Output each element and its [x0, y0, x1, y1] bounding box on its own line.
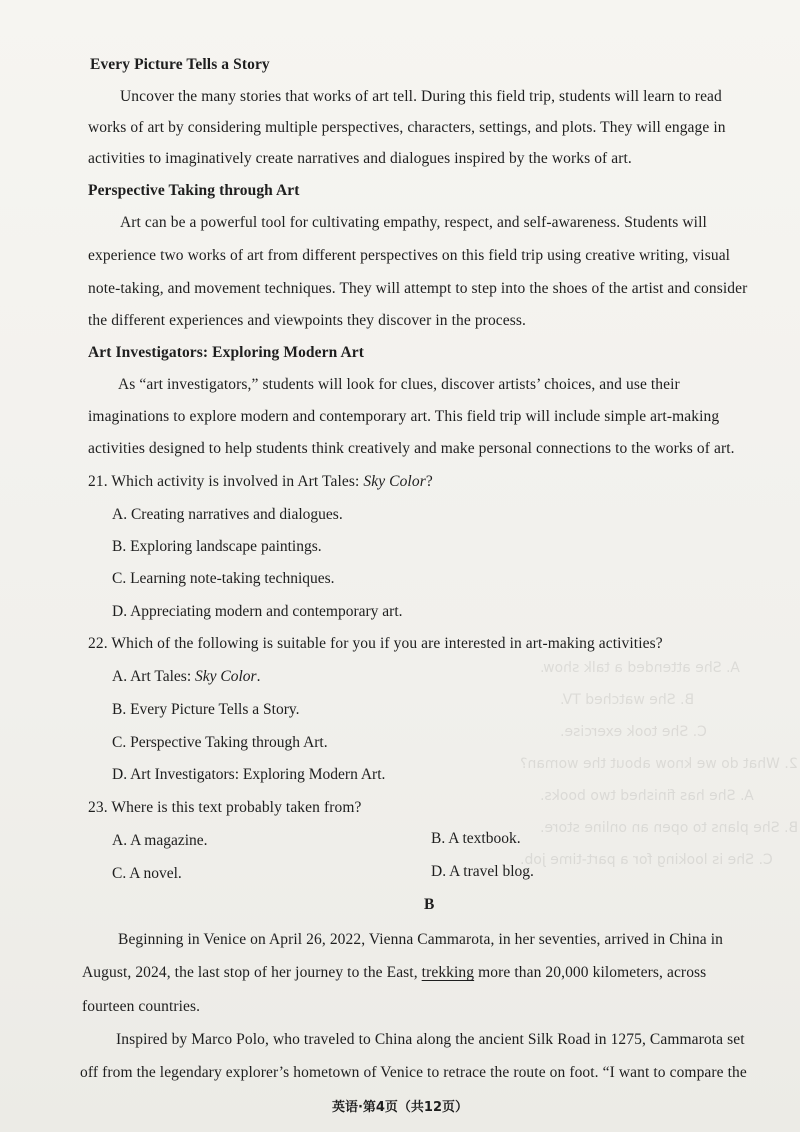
q23-option-a: A. A magazine. [112, 832, 208, 849]
paragraph-line: works of art by considering multiple perspectives, characters, settings, and plots. They will engage in [88, 119, 726, 136]
q22-option-b: B. Every Picture Tells a Story. [112, 701, 300, 718]
section-title: Art Investigators: Exploring Modern Art [88, 344, 364, 361]
paragraph-line: the different experiences and viewpoints they discover in the process. [88, 312, 526, 329]
question-22-stem: 22. Which of the following is suitable for you if you are interested in art-making activities? [88, 635, 663, 652]
part-b-label: B [424, 896, 435, 913]
bleed-through-text: B. She watched TV. [560, 692, 695, 708]
q23-option-c: C. A novel. [112, 865, 182, 882]
paragraph-line: fourteen countries. [82, 998, 201, 1015]
paragraph-line: Inspired by Marco Polo, who traveled to China along the ancient Silk Road in 1275, Cammarota set [116, 1031, 745, 1048]
bleed-through-text: C. She took exercise. [560, 724, 707, 740]
underlined-word: trekking [421, 964, 475, 981]
paragraph-line: Uncover the many stories that works of art tell. During this field trip, students will learn to read [120, 88, 722, 105]
question-21-stem-title: Sky Color [363, 473, 426, 490]
q21-option-c: C. Learning note-taking techniques. [112, 570, 335, 587]
paragraph-line: As “art investigators,” students will look for clues, discover artists’ choices, and use their [118, 376, 680, 393]
bleed-through-text: A. She attended a talk show. [540, 660, 740, 676]
paragraph-line: activities designed to help students think creatively and make personal connections to the works of art. [88, 440, 735, 457]
question-21-stem-text: 21. Which activity is involved in Art Tales: [88, 473, 364, 490]
paragraph-line: note-taking, and movement techniques. They will attempt to step into the shoes of the artist and consider [88, 280, 748, 297]
paragraph-line: activities to imaginatively create narratives and dialogues inspired by the works of art. [88, 150, 632, 167]
bleed-through-text: 2. What do we know about the woman? [520, 756, 798, 772]
q22-option-a-end: . [256, 668, 261, 685]
q21-option-b: B. Exploring landscape paintings. [112, 538, 322, 555]
q21-option-a: A. Creating narratives and dialogues. [112, 506, 343, 523]
paragraph-line: imaginations to explore modern and contemporary art. This field trip will include simple art-making [88, 408, 720, 425]
paragraph-line: experience two works of art from different perspectives on this field trip using creative writing, visual [88, 247, 731, 264]
q22-option-d: D. Art Investigators: Exploring Modern Art. [112, 766, 386, 783]
section-title: Perspective Taking through Art [88, 182, 300, 199]
section-title: Every Picture Tells a Story [90, 56, 270, 73]
question-21-stem [88, 473, 433, 491]
bleed-through-text: B. She plans to open an online store. [540, 820, 799, 836]
q22-option-a-text: A. Art Tales: [112, 668, 196, 685]
bleed-through-text: A. She has finished two books. [540, 788, 754, 804]
bleed-through-text: C. She is looking for a part-time job. [520, 852, 773, 868]
question-21-stem-end: ? [425, 473, 433, 490]
paragraph-line [82, 964, 706, 982]
page-footer: 英语·第4页（共12页） [331, 1100, 469, 1115]
q22-option-a-title: Sky Color [195, 668, 257, 685]
paragraph-line: Art can be a powerful tool for cultivating empathy, respect, and self-awareness. Students will [120, 214, 707, 231]
q22-option-c: C. Perspective Taking through Art. [112, 734, 328, 751]
q22-option-a [112, 668, 260, 686]
q23-option-b: B. A textbook. [431, 830, 521, 847]
q21-option-d: D. Appreciating modern and contemporary art. [112, 603, 403, 620]
question-23-stem: 23. Where is this text probably taken from? [88, 799, 362, 816]
q23-option-d: D. A travel blog. [431, 863, 534, 880]
paragraph-text: more than 20,000 kilometers, across [474, 964, 707, 981]
paragraph-text: August, 2024, the last stop of her journey to the East, [82, 964, 422, 981]
paragraph-line: Beginning in Venice on April 26, 2022, Vienna Cammarota, in her seventies, arrived in China in [118, 931, 723, 948]
paragraph-line: off from the legendary explorer’s hometown of Venice to retrace the route on foot. “I want to compare the [80, 1064, 747, 1081]
